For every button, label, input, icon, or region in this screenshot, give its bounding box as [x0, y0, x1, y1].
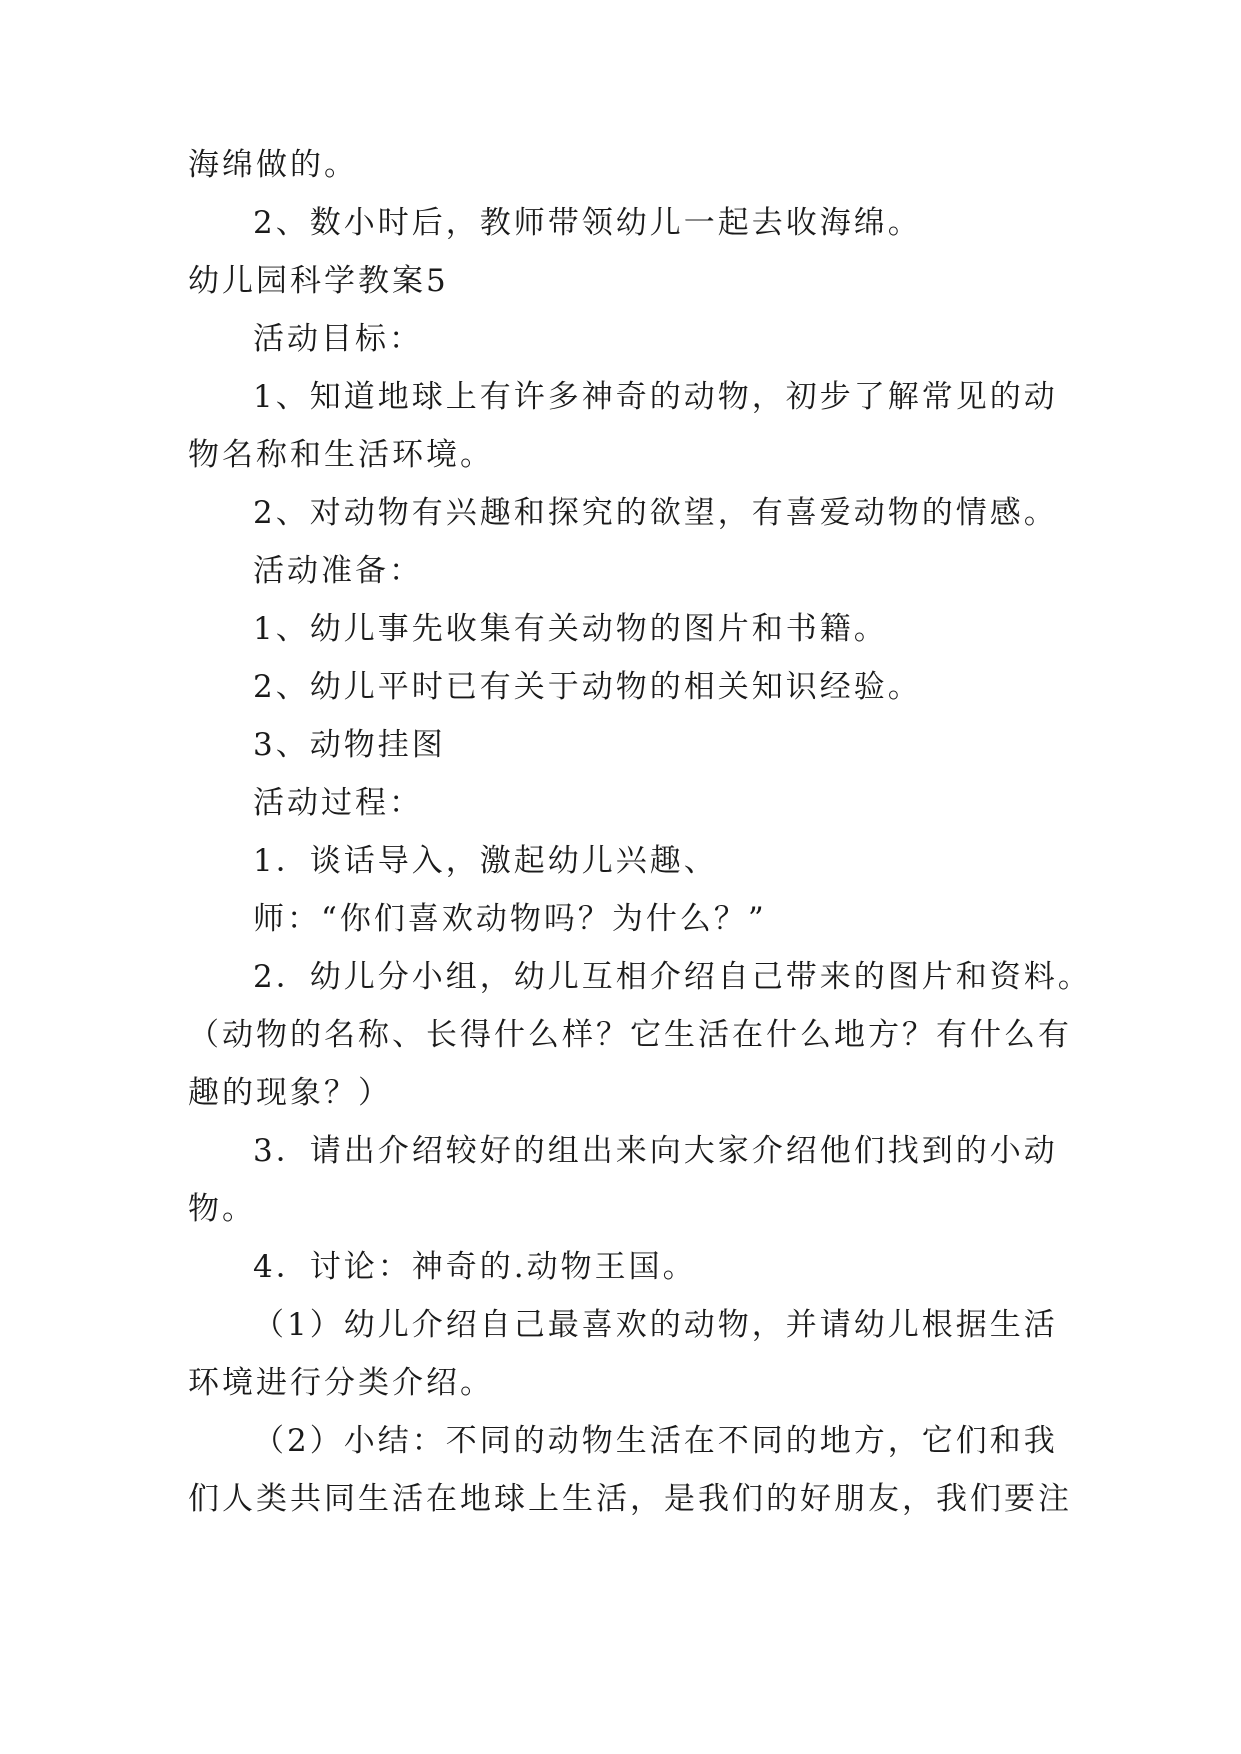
text-line: 2、对动物有兴趣和探究的欲望，有喜爱动物的情感。 — [253, 495, 1058, 531]
text-line: 3、动物挂图 — [253, 727, 446, 763]
text-line: （2）小结：不同的动物生活在不同的地方，它们和我 — [253, 1423, 1058, 1459]
text-line: 活动过程： — [253, 785, 423, 821]
text-line: 们人类共同生活在地球上生活，是我们的好朋友，我们要注 — [188, 1481, 1072, 1517]
text-line: 1、幼儿事先收集有关动物的图片和书籍。 — [253, 611, 888, 647]
text-line: 1．谈话导入，激起幼儿兴趣、 — [253, 843, 718, 879]
text-line: 2、幼儿平时已有关于动物的相关知识经验。 — [253, 669, 922, 705]
text-line: 环境进行分类介绍。 — [188, 1365, 494, 1401]
text-line: （1）幼儿介绍自己最喜欢的动物，并请幼儿根据生活 — [253, 1307, 1058, 1343]
section-heading: 幼儿园科学教案5 — [188, 263, 449, 299]
text-line: 4．讨论：神奇的.动物王国。 — [253, 1249, 697, 1285]
text-line: （动物的名称、长得什么样？它生活在什么地方？有什么有 — [188, 1017, 1072, 1053]
text-line: 海绵做的。 — [188, 147, 358, 183]
text-line: 1、知道地球上有许多神奇的动物，初步了解常见的动 — [253, 379, 1058, 415]
text-line: 物。 — [188, 1191, 256, 1227]
text-line: 活动目标： — [253, 321, 423, 357]
text-line: 活动准备： — [253, 553, 423, 589]
text-line: 2．幼儿分小组，幼儿互相介绍自己带来的图片和资料。 — [253, 959, 1092, 995]
text-line: 3．请出介绍较好的组出来向大家介绍他们找到的小动 — [253, 1133, 1058, 1169]
text-line: 2、数小时后，教师带领幼儿一起去收海绵。 — [253, 205, 922, 241]
text-line: 趣的现象？） — [188, 1075, 392, 1111]
text-line: 物名称和生活环境。 — [188, 437, 494, 473]
text-line: 师：“你们喜欢动物吗？为什么？” — [253, 901, 767, 937]
